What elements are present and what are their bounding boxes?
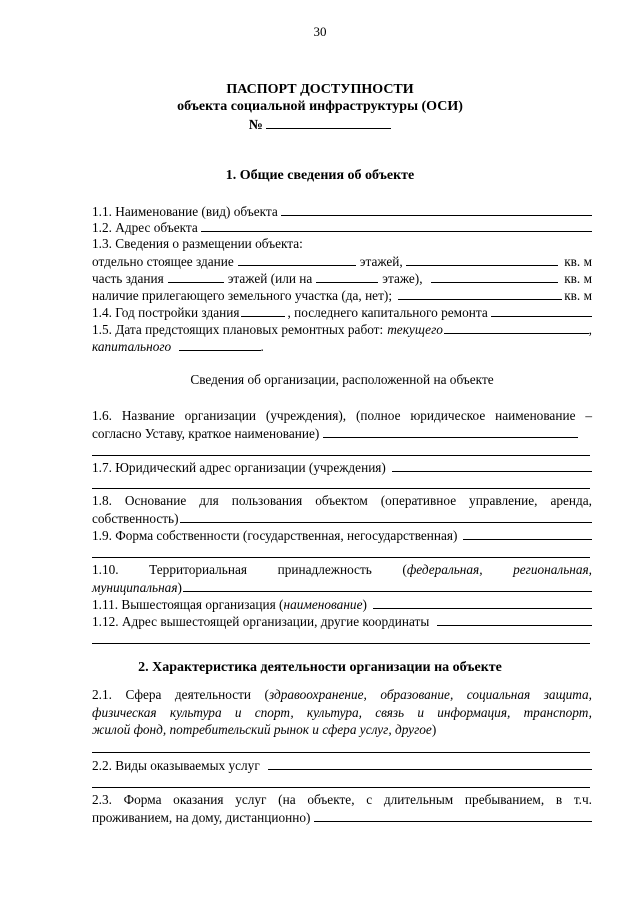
field-1-7-extra-line[interactable]: [92, 488, 590, 489]
field-1-11-italic: наименование: [283, 597, 363, 612]
passport-subtitle: объекта социальной инфраструктуры (ОСИ): [177, 99, 463, 114]
field-1-6-extra-line[interactable]: [92, 455, 590, 456]
field-1-10-blank[interactable]: [183, 579, 592, 592]
field-2-1-label: 2.1. Сфера деятельности (: [92, 687, 269, 702]
field-1-6-blank[interactable]: [323, 425, 578, 438]
field-1-1-label: 1.1. Наименование (вид) объекта: [92, 204, 278, 219]
part-area-unit: кв. м: [564, 271, 592, 286]
field-2-2-label: 2.2. Виды оказываемых услуг: [92, 758, 260, 773]
capital-works-blank[interactable]: [179, 338, 261, 351]
land-blank[interactable]: [398, 287, 562, 300]
repair-year-label: , последнего капитального ремонта: [287, 305, 488, 320]
part-floor-blank[interactable]: [316, 270, 378, 283]
field-1-6-label2: согласно Уставу, краткое наименование): [92, 426, 320, 441]
part-floors-label: этажей (или на: [227, 271, 313, 286]
field-1-8-blank[interactable]: [180, 510, 592, 523]
field-1-6-line1: 1.6. Название организации (учреждения), (полное юридическое наименование –: [92, 408, 592, 423]
field-1-9: [92, 527, 592, 544]
field-1-10-label: 1.10. Территориальная принадлежность (: [92, 562, 407, 577]
field-2-1-italic2: физическая культура и спорт, культура, связь и информация, транспорт,: [92, 705, 592, 720]
field-1-9-label: 1.9. Форма собственности (государственная, негосударственная): [92, 528, 458, 543]
field-1-12-blank[interactable]: [437, 613, 592, 626]
build-year-blank[interactable]: [241, 304, 285, 317]
field-1-12-extra-line[interactable]: [92, 643, 590, 644]
org-heading: Сведения об организации, расположенной на объекте: [190, 372, 494, 387]
field-1-7-blank[interactable]: [392, 459, 592, 472]
capital-works-label: капитального: [92, 339, 172, 354]
field-2-1-paren: ): [431, 722, 437, 737]
field-1-5: [92, 321, 592, 338]
standalone-floors-label: этажей,: [359, 254, 403, 269]
land-label: наличие прилегающего земельного участка (да, нет);: [92, 288, 393, 303]
field-1-1-blank[interactable]: [281, 203, 592, 216]
standalone-label: отдельно стоящее здание: [92, 254, 234, 269]
field-1-11-blank[interactable]: [373, 596, 592, 609]
passport-title: ПАСПОРТ ДОСТУПНОСТИ: [226, 82, 414, 97]
number-blank[interactable]: [266, 116, 391, 129]
field-1-10-paren: ): [177, 580, 182, 595]
field-2-1-line2: [92, 705, 592, 721]
field-1-6-line2: [92, 425, 592, 442]
land-row: [92, 287, 592, 304]
field-1-2-blank[interactable]: [201, 219, 592, 232]
field-1-7: [92, 459, 592, 476]
field-2-2-blank[interactable]: [268, 757, 592, 770]
field-1-11: [92, 596, 592, 613]
field-1-8-label2: собственность): [92, 511, 179, 526]
field-1-2-label: 1.2. Адрес объекта: [92, 220, 198, 235]
part-floors-blank[interactable]: [168, 270, 224, 283]
field-2-3-line1: 2.3. Форма оказания услуг (на объекте, с длительным пребыванием, в т.ч.: [92, 792, 592, 807]
capital-works-row: [92, 338, 592, 355]
part-floor-label: этаже),: [382, 271, 423, 286]
part-row: [92, 270, 592, 287]
land-unit: кв. м: [564, 288, 592, 303]
field-1-11-paren: ): [362, 597, 367, 612]
build-year-label: 1.4. Год постройки здания: [92, 305, 240, 320]
current-works-blank[interactable]: [444, 321, 589, 334]
current-works-comma: ,: [588, 322, 592, 337]
field-2-3-line2: [92, 809, 592, 826]
field-1-9-blank[interactable]: [463, 527, 592, 540]
field-2-1-line1: [92, 687, 592, 703]
field-1-8-line2: [92, 510, 592, 527]
number-label: №: [248, 118, 263, 133]
passport-number: [0, 116, 640, 134]
field-1-2: [92, 219, 592, 236]
standalone-floors-blank[interactable]: [238, 253, 356, 266]
field-2-1-italic1: здравоохранение, образование, социальная защита,: [269, 687, 593, 702]
field-2-3-blank[interactable]: [314, 809, 592, 822]
section2-heading: 2. Характеристика деятельности организации на объекте: [138, 660, 502, 675]
repair-year-blank[interactable]: [491, 304, 592, 317]
part-area-blank[interactable]: [431, 270, 559, 283]
field-1-9-extra-line[interactable]: [92, 557, 590, 558]
field-1-10-line2: [92, 579, 592, 596]
field-1-10-municipal: муниципальная: [92, 580, 178, 595]
field-1-1: [92, 203, 592, 220]
page-number: 30: [313, 24, 327, 39]
field-2-2: [92, 757, 592, 774]
field-1-4: [92, 304, 592, 321]
field-1-7-label: 1.7. Юридический адрес организации (учреждения): [92, 460, 386, 475]
field-1-3-label: 1.3. Сведения о размещении объекта:: [92, 236, 303, 251]
field-1-10-line1: [92, 562, 592, 578]
field-2-3-label2: проживанием, на дому, дистанционно): [92, 810, 311, 825]
standalone-area-unit: кв. м: [564, 254, 592, 269]
standalone-row: [92, 253, 592, 270]
capital-works-period: .: [260, 339, 264, 354]
field-1-10-italic: федеральная, региональная,: [406, 562, 592, 577]
standalone-area-blank[interactable]: [406, 253, 558, 266]
field-1-12-label: 1.12. Адрес вышестоящей организации, другие координаты: [92, 614, 430, 629]
field-1-11-label: 1.11. Вышестоящая организация (: [92, 597, 284, 612]
field-1-8-line1: 1.8. Основание для пользования объектом (оперативное управление, аренда,: [92, 493, 592, 508]
field-1-12: [92, 613, 592, 630]
planned-works-label: 1.5. Дата предстоящих плановых ремонтных работ:: [92, 322, 384, 337]
current-works-label: текущего: [387, 322, 443, 337]
part-label: часть здания: [92, 271, 164, 286]
field-2-2-extra-line[interactable]: [92, 787, 590, 788]
section1-heading: 1. Общие сведения об объекте: [225, 168, 415, 183]
field-2-1-extra-line[interactable]: [92, 752, 590, 753]
field-2-1-line3: [92, 722, 592, 738]
field-2-1-italic3: жилой фонд, потребительский рынок и сфера услуг, другое: [92, 722, 432, 737]
